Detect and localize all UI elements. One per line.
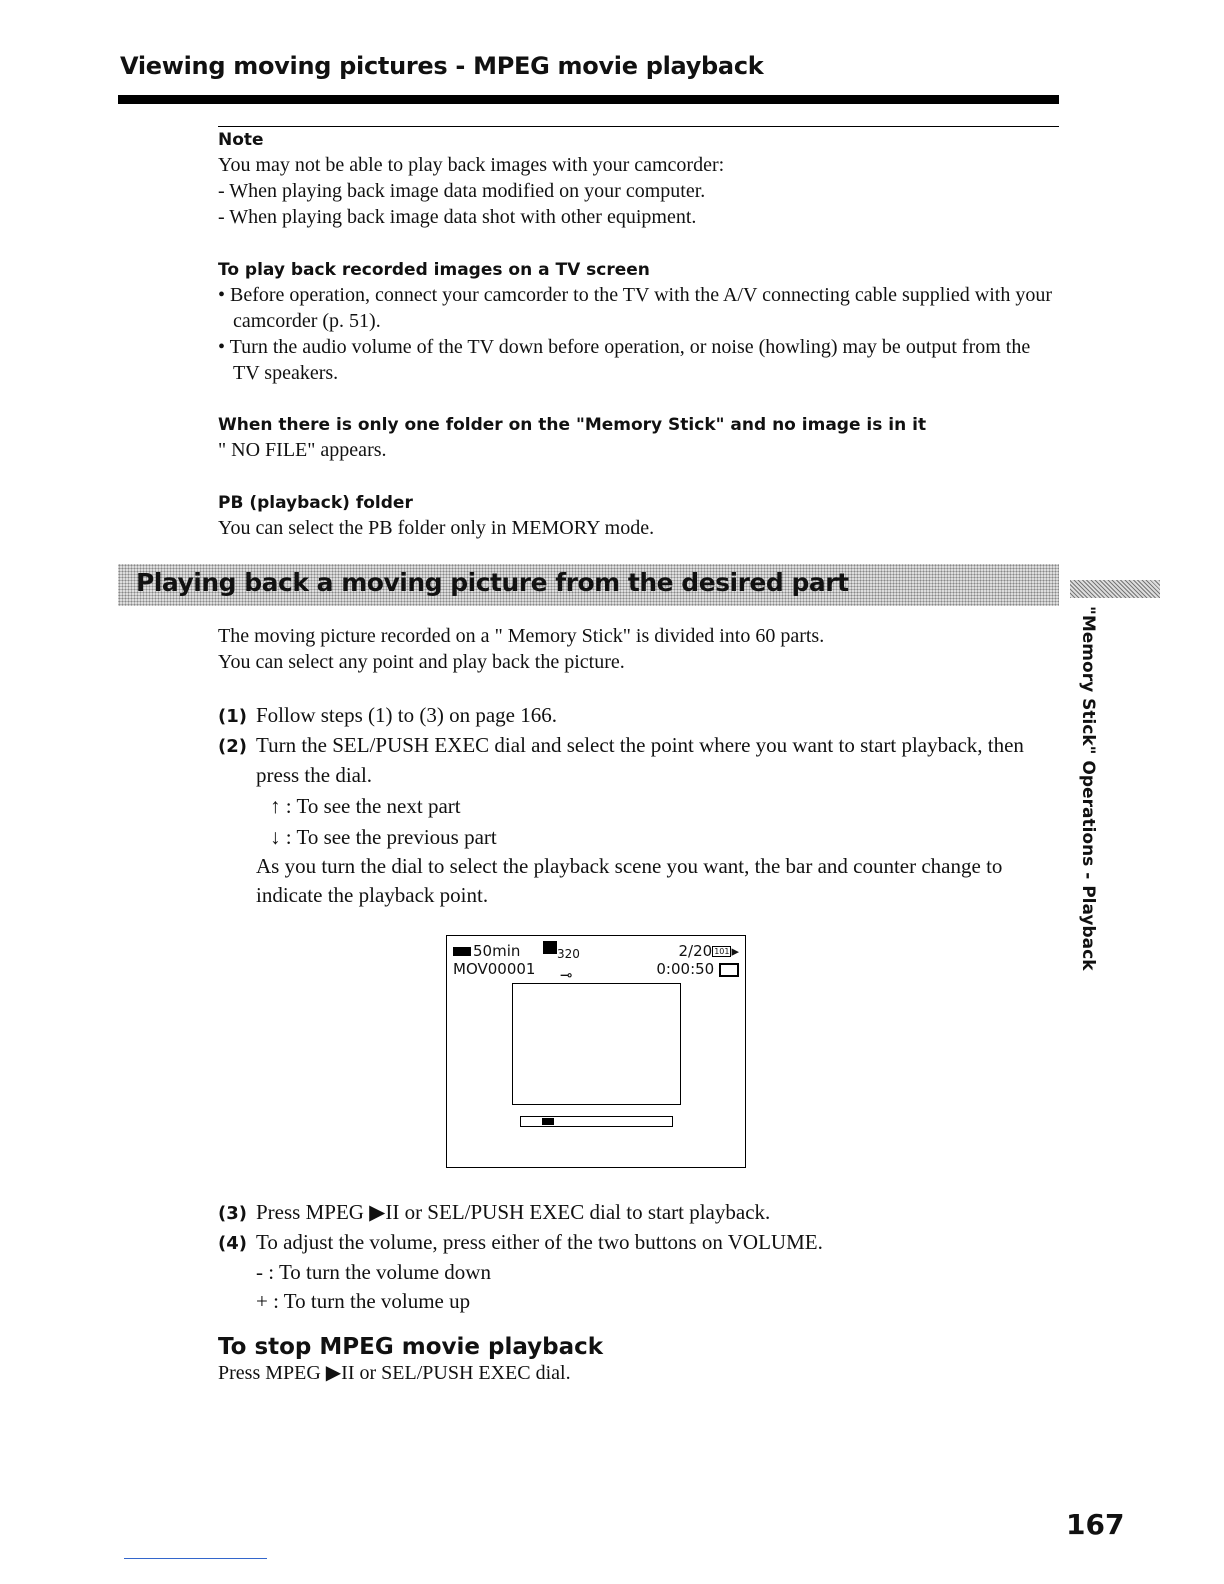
step-sub: + : To turn the volume up [256, 1289, 471, 1313]
page-title: Viewing moving pictures - MPEG movie playback [120, 52, 764, 80]
step-num: (2) [218, 736, 247, 757]
footer-line [124, 1558, 267, 1559]
note-item: - When playing back image data shot with other equipment. [218, 206, 697, 228]
side-tab-label: "Memory Stick" Operations - Playback [1078, 606, 1098, 971]
steps-1-2 [218, 701, 1063, 910]
step-text: Turn the SEL/PUSH EXEC dial and select the point where you want to start playback, then press the dial. [256, 733, 1024, 787]
note-rule [218, 126, 1059, 127]
one-folder-text: " NO FILE" appears. [218, 439, 387, 461]
protect-key-icon: ⊸ [560, 966, 573, 984]
note-section [218, 130, 1058, 230]
preview-frame [512, 983, 681, 1105]
film-icon [543, 941, 557, 954]
battery-text: 50min [473, 942, 521, 960]
tv-item: • Before operation, connect your camcorder to the TV with the A/V connecting cable supplied with your camcorder (p. 51). [218, 284, 1052, 332]
intro-line: You can select any point and play back the picture. [218, 651, 625, 673]
step-num: (1) [218, 706, 247, 727]
counter-text: 2/20 [678, 942, 713, 960]
step-num: (4) [218, 1233, 247, 1254]
folder-icon: 101 [714, 947, 730, 956]
memory-stick-icon [719, 963, 739, 977]
pb-section [218, 493, 1058, 541]
lcd-screen-illustration [446, 935, 746, 1168]
step-num: (3) [218, 1203, 247, 1224]
pb-text: You can select the PB folder only in MEMORY mode. [218, 517, 655, 539]
file-name: MOV00001 [453, 960, 536, 978]
side-tab-marker [1070, 580, 1160, 598]
step-2 [218, 731, 1063, 790]
step-sub: - : To turn the volume down [256, 1260, 491, 1284]
one-folder-heading: When there is only one folder on the "Memory Stick" and no image is in it [218, 415, 927, 435]
tv-item: • Turn the audio volume of the TV down before operation, or noise (howling) may be output from the TV speakers. [218, 336, 1031, 384]
title-rule [118, 95, 1059, 104]
step-sub: ↑ : To see the next part [270, 794, 461, 818]
stop-text: Press MPEG ▶II or SEL/PUSH EXEC dial. [218, 1362, 571, 1384]
playback-position-bar [520, 1116, 673, 1127]
pb-heading: PB (playback) folder [218, 493, 413, 513]
playback-position-marker [542, 1118, 554, 1125]
image-size [543, 940, 580, 961]
tv-section [218, 260, 1058, 386]
step-text: To adjust the volume, press either of the two buttons on VOLUME. [256, 1230, 823, 1254]
step-text: Press MPEG ▶II or SEL/PUSH EXEC dial to start playback. [256, 1200, 771, 1224]
note-intro: You may not be able to play back images with your camcorder: [218, 154, 725, 176]
time-text: 0:00:50 [656, 960, 715, 978]
step-3 [218, 1198, 1063, 1228]
note-item: - When playing back image data modified on your computer. [218, 180, 706, 202]
tv-heading: To play back recorded images on a TV screen [218, 260, 650, 280]
stop-heading: To stop MPEG movie playback [218, 1334, 604, 1360]
step-1 [218, 701, 1063, 731]
intro [218, 623, 1058, 675]
step-after: As you turn the dial to select the playback scene you want, the bar and counter change to indicate the playback point. [256, 854, 1003, 907]
stop-section [218, 1334, 1058, 1386]
one-folder-section [218, 415, 1058, 463]
step-sub: ↓ : To see the previous part [270, 825, 497, 849]
battery-icon [453, 947, 471, 956]
size-text: 320 [557, 947, 580, 961]
intro-line: The moving picture recorded on a " Memory Stick" is divided into 60 parts. [218, 625, 825, 647]
banner-title: Playing back a moving picture from the desired part [136, 568, 849, 597]
step-4 [218, 1228, 1063, 1258]
counter: 2/20 101 ▸ [678, 942, 739, 960]
battery-indicator [453, 942, 520, 960]
note-heading: Note [218, 130, 264, 150]
page-number: 167 [1066, 1508, 1125, 1541]
steps-3-4 [218, 1198, 1063, 1316]
step-text: Follow steps (1) to (3) on page 166. [256, 703, 557, 727]
section-banner [118, 564, 1059, 606]
time [656, 960, 739, 978]
